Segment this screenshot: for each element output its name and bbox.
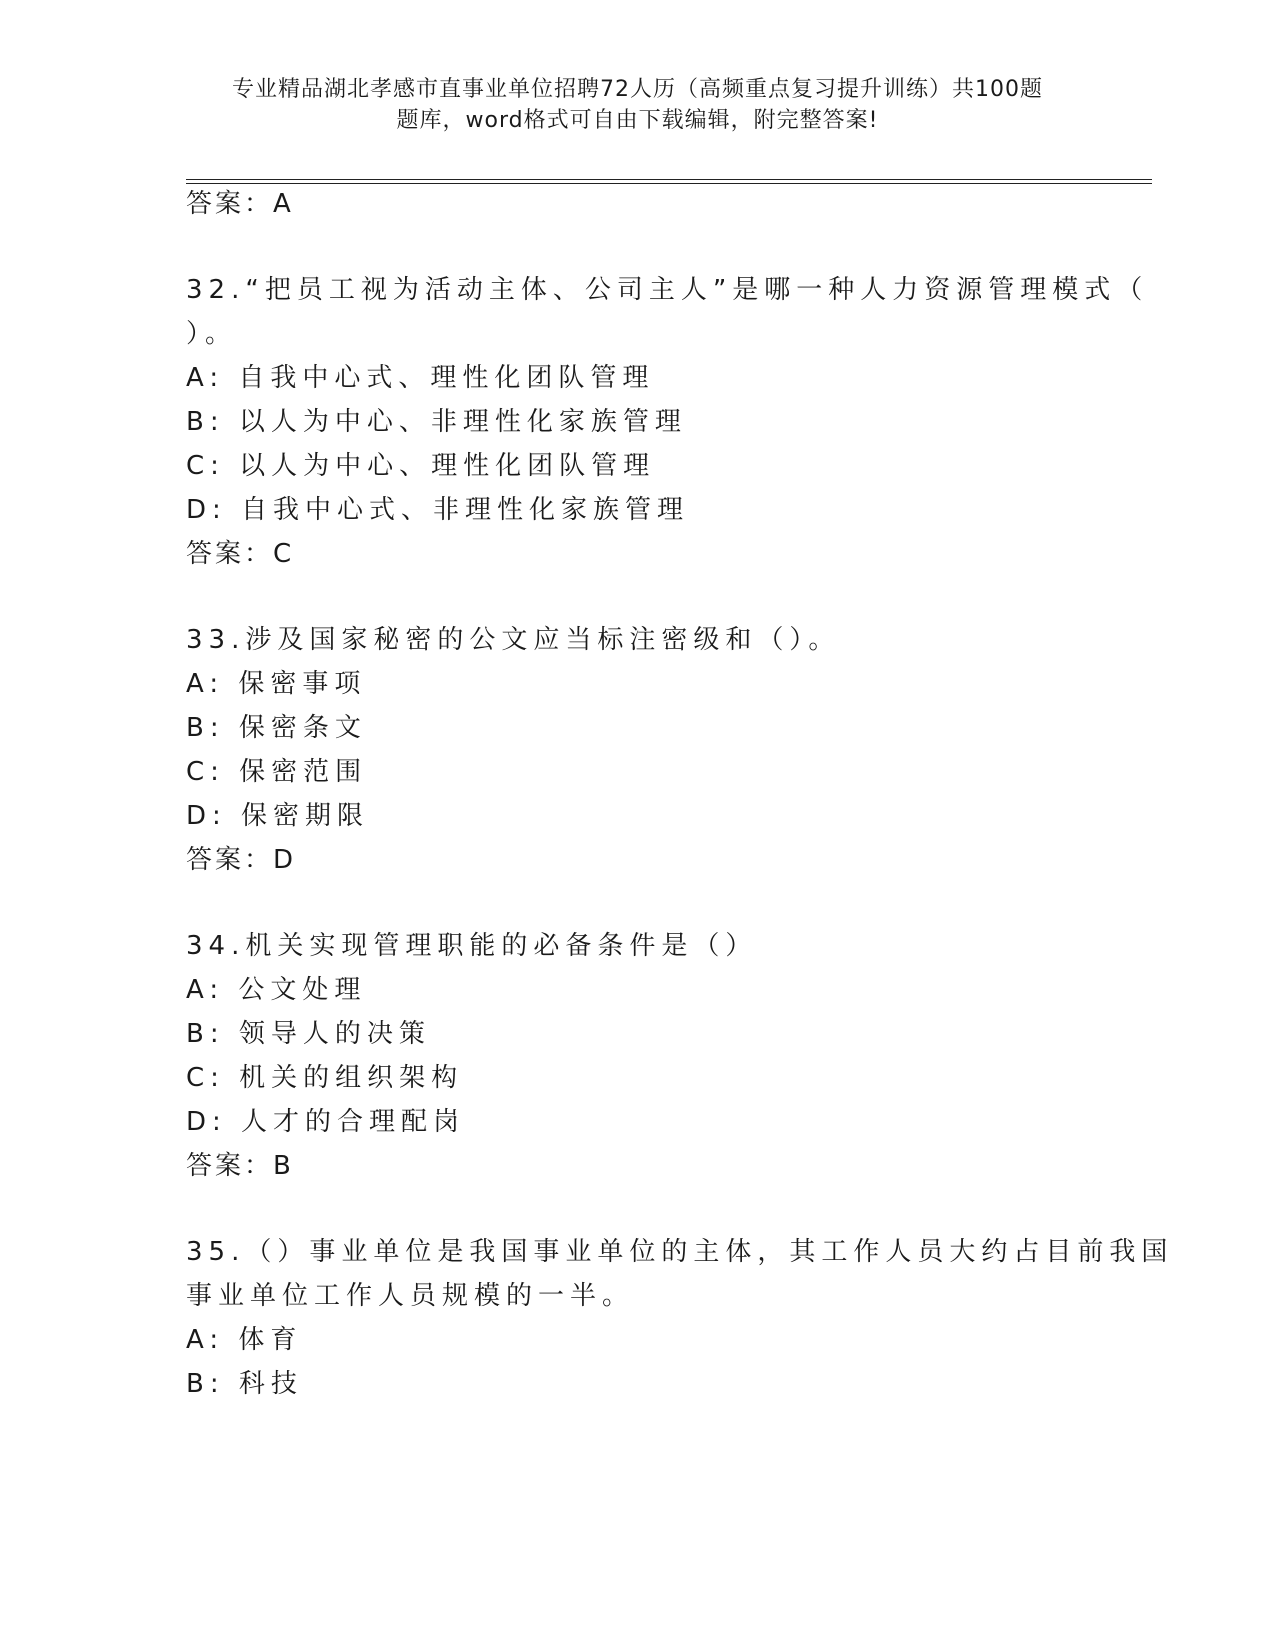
- question-34-option-c: C: 机关的组织架构: [186, 1063, 464, 1093]
- question-35-text-cont: 事业单位工作人员规模的一半。: [186, 1281, 635, 1311]
- question-35-option-b: B: 科技: [186, 1369, 303, 1399]
- question-34-option-a: A: 公文处理: [186, 975, 367, 1005]
- question-32-option-a: A: 自我中心式、理性化团队管理: [186, 363, 655, 393]
- question-34-option-b: B: 领导人的决策: [186, 1019, 431, 1049]
- question-34-text: 34.机关实现管理职能的必备条件是（）: [186, 931, 758, 961]
- header-line-2: 题库，word格式可自由下载编辑，附完整答案!: [396, 108, 879, 133]
- question-32-option-c: C: 以人为中心、理性化团队管理: [186, 451, 656, 481]
- header-rule-bottom: [186, 183, 1152, 184]
- question-32-option-b: B: 以人为中心、非理性化家族管理: [186, 407, 687, 437]
- question-33-option-a: A: 保密事项: [186, 669, 367, 699]
- answer-32: 答案：C: [186, 539, 295, 569]
- answer-34: 答案：B: [186, 1151, 294, 1181]
- answer-31: 答案：A: [186, 189, 294, 219]
- question-35-text: 35.（）事业单位是我国事业单位的主体，其工作人员大约占目前我国: [186, 1237, 1174, 1267]
- question-33-option-d: D: 保密期限: [186, 801, 370, 831]
- header-rule-top: [186, 179, 1152, 180]
- answer-33: 答案：D: [186, 845, 297, 875]
- question-34-option-d: D: 人才的合理配岗: [186, 1107, 466, 1137]
- question-32-text-cont: ）。: [186, 319, 238, 349]
- question-33-text: 33.涉及国家秘密的公文应当标注密级和（）。: [186, 625, 841, 655]
- question-33-option-b: B: 保密条文: [186, 713, 367, 743]
- question-32-text: 32.“把员工视为活动主体、公司主人”是哪一种人力资源管理模式（: [186, 275, 1149, 305]
- page-header: [0, 74, 1275, 136]
- question-33-option-c: C: 保密范围: [186, 757, 368, 787]
- question-35-option-a: A: 体育: [186, 1325, 303, 1355]
- header-line-1: 专业精品湖北孝感市直事业单位招聘72人历（高频重点复习提升训练）共100题: [232, 77, 1043, 102]
- question-32-option-d: D: 自我中心式、非理性化家族管理: [186, 495, 690, 525]
